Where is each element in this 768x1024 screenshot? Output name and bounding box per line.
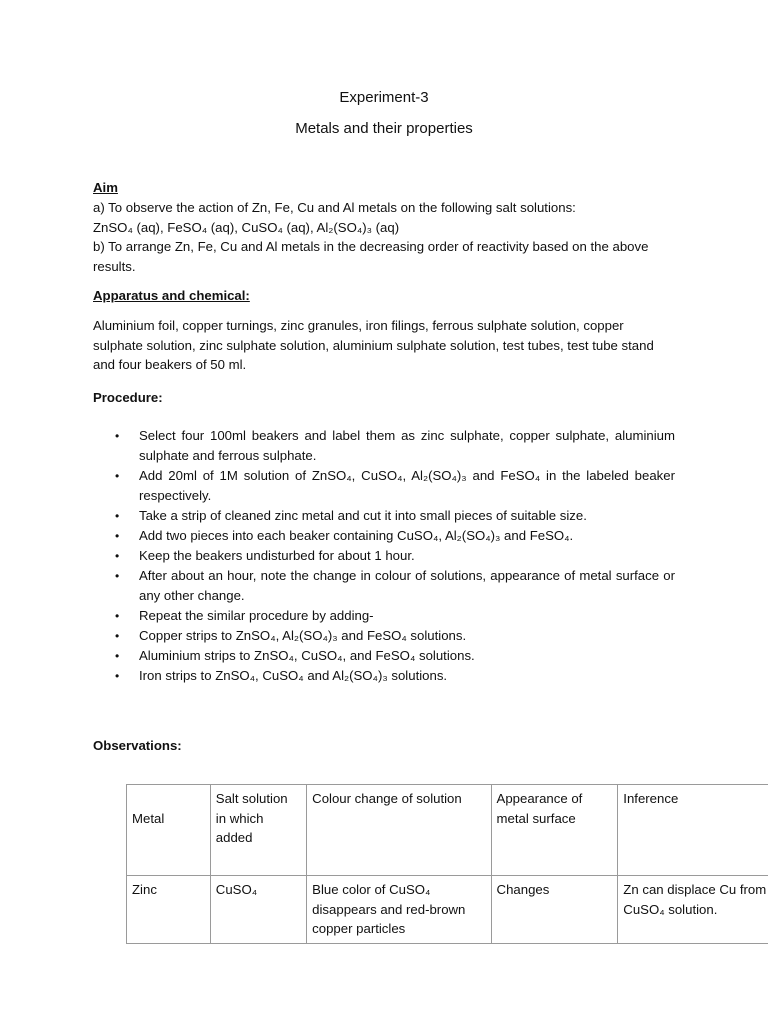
aim-line-salts: ZnSO₄ (aq), FeSO₄ (aq), CuSO₄ (aq), Al₂(SO₄)₃ (aq): [93, 219, 400, 235]
cell-inference: Zn can displace Cu from CuSO₄ solution.: [618, 876, 768, 944]
bullet-icon: •: [115, 569, 120, 583]
bullet-icon: •: [115, 469, 120, 483]
column-header-metal: Metal: [127, 785, 211, 876]
column-header-inference: Inference: [618, 785, 768, 876]
procedure-step: • Add two pieces into each beaker containing CuSO₄, Al₂(SO₄)₃ and FeSO₄.: [93, 526, 675, 546]
aim-heading: Aim: [93, 180, 118, 195]
procedure-step: • Keep the beakers undisturbed for about 1 hour.: [93, 546, 675, 566]
procedure-step: • Select four 100ml beakers and label them as zinc sulphate, copper sulphate, aluminium sulphate and ferrous sulphate.: [115, 428, 675, 463]
table-header-row: [127, 785, 768, 876]
apparatus-body: Aluminium foil, copper turnings, zinc granules, iron filings, ferrous sulphate solution, copper sulphate solution, zinc sulphate solution, aluminium sulphate solution, test tubes, test tube stand and four beakers of 50 ml.: [93, 318, 654, 372]
procedure-step: • Add 20ml of 1M solution of ZnSO₄, CuSO₄, Al₂(SO₄)₃ and FeSO₄ in the labeled beaker respectively.: [115, 468, 675, 503]
observations-table: [126, 784, 768, 944]
bullet-icon: •: [115, 609, 120, 623]
bullet-icon: •: [115, 529, 120, 543]
experiment-title: Experiment-3: [339, 89, 429, 106]
procedure-step: • Aluminium strips to ZnSO₄, CuSO₄, and FeSO₄ solutions.: [93, 646, 675, 666]
procedure-step: • Copper strips to ZnSO₄, Al₂(SO₄)₃ and FeSO₄ solutions.: [93, 626, 675, 646]
aim-line-a: a) To observe the action of Zn, Fe, Cu and Al metals on the following salt solutions:: [93, 200, 576, 215]
bullet-icon: •: [115, 549, 120, 563]
bullet-icon: •: [115, 509, 120, 523]
bullet-icon: •: [115, 429, 120, 443]
aim-line-b: b) To arrange Zn, Fe, Cu and Al metals in the decreasing order of reactivity based on the above results.: [93, 239, 649, 274]
column-header-salt-solution: Salt solution in which added: [210, 785, 306, 876]
observations-heading: Observations:: [93, 738, 182, 753]
procedure-step: • Iron strips to ZnSO₄, CuSO₄ and Al₂(SO₄)₃ solutions.: [93, 666, 675, 686]
bullet-icon: •: [115, 649, 120, 663]
bullet-icon: •: [115, 669, 120, 683]
cell-metal: Zinc: [127, 876, 211, 944]
table-row: [127, 876, 768, 944]
experiment-subtitle: Metals and their properties: [295, 120, 473, 137]
procedure-step: • After about an hour, note the change in colour of solutions, appearance of metal surface or any other change.: [115, 568, 675, 603]
apparatus-heading: Apparatus and chemical:: [93, 288, 250, 303]
procedure-step: • Repeat the similar procedure by adding-: [93, 606, 675, 626]
cell-colour-change: Blue color of CuSO₄ disappears and red-brown copper particles: [307, 876, 491, 944]
cell-appearance: Changes: [491, 876, 618, 944]
cell-salt-solution: CuSO₄: [210, 876, 306, 944]
column-header-appearance: Appearance of metal surface: [491, 785, 618, 876]
procedure-heading: Procedure:: [93, 390, 163, 405]
bullet-icon: •: [115, 629, 120, 643]
column-header-colour-change: Colour change of solution: [307, 785, 491, 876]
procedure-step: • Take a strip of cleaned zinc metal and cut it into small pieces of suitable size.: [93, 506, 675, 526]
